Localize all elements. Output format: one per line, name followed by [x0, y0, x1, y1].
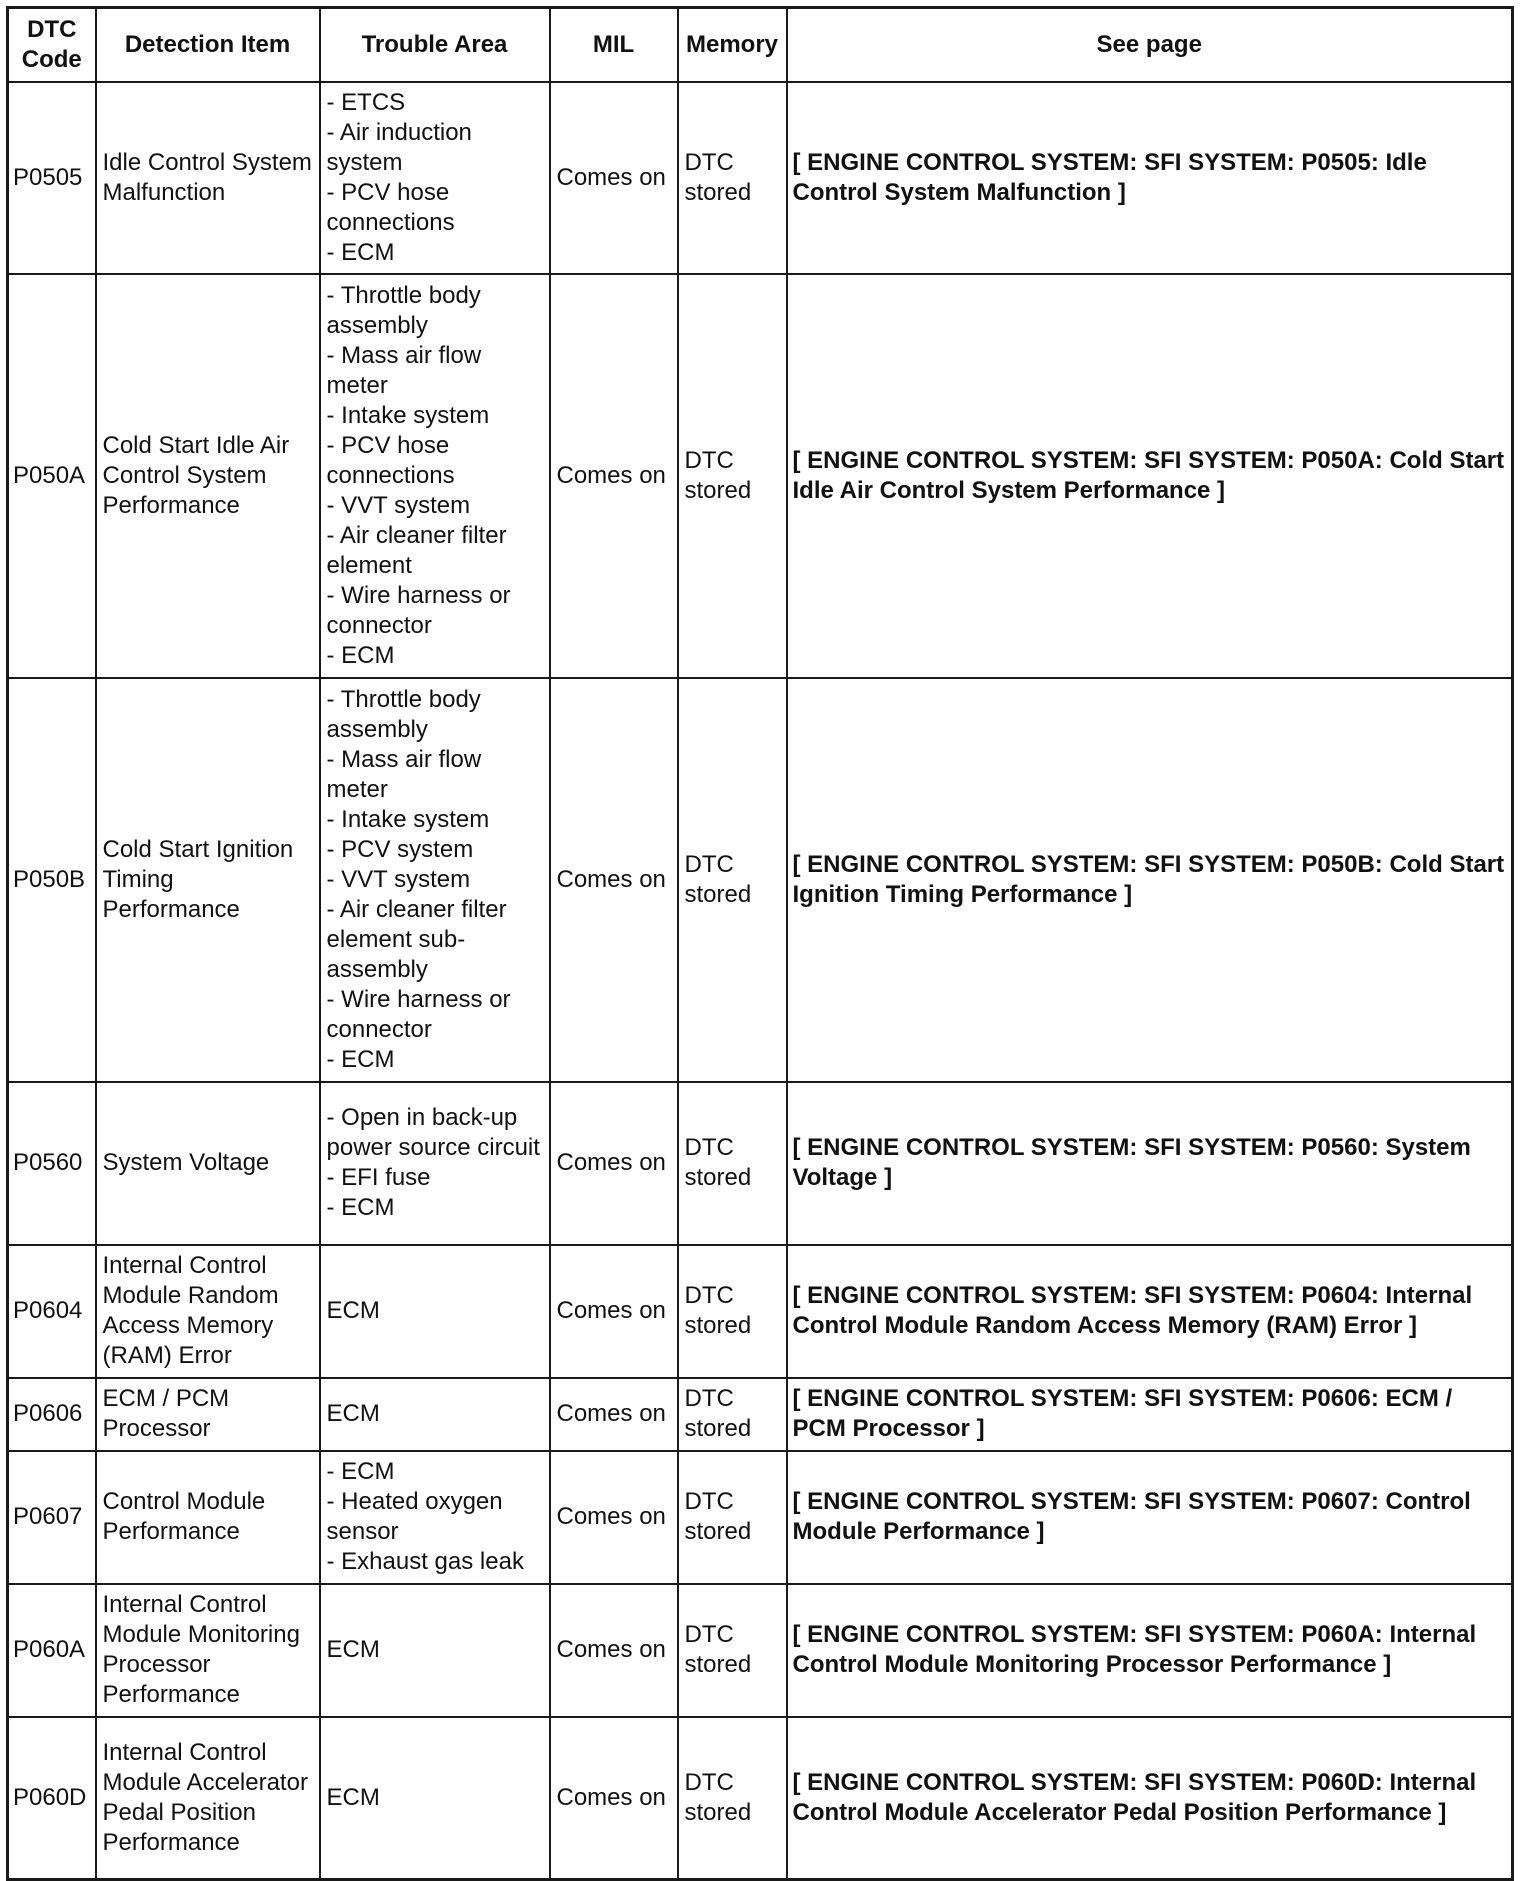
see-page-link[interactable]: [ ENGINE CONTROL SYSTEM: SFI SYSTEM: P0604: Internal Control Module Random Access Memory (RAM) Error ]	[787, 1245, 1513, 1378]
trouble-area-item: - ECM	[326, 1194, 395, 1221]
mil-cell: Comes on	[550, 274, 678, 678]
detection-item-cell: System Voltage	[96, 1082, 320, 1245]
memory-cell: DTC stored	[678, 82, 787, 274]
detection-item-cell: Control Module Performance	[96, 1451, 320, 1584]
header-detection-item: Detection Item	[96, 8, 320, 82]
header-dtc-code-line: Code	[21, 45, 82, 73]
dtc-code-cell: P0606	[8, 1378, 96, 1451]
mil-cell: Comes on	[550, 1584, 678, 1717]
table-row	[8, 1584, 1513, 1717]
detection-item-cell: Internal Control Module Accelerator Pedal Position Performance	[96, 1717, 320, 1880]
trouble-area-item: - Wire harness or connector	[326, 985, 511, 1043]
memory-cell: DTC stored	[678, 1245, 787, 1378]
trouble-area-item: - ECM	[326, 1458, 395, 1485]
trouble-area-item: - ECM	[326, 1045, 395, 1073]
dtc-code-cell: P0560	[8, 1082, 96, 1245]
table-row	[8, 1378, 1513, 1451]
mil-cell: Comes on	[550, 1082, 678, 1245]
trouble-area-cell	[320, 274, 550, 678]
trouble-area-item: - Heated oxygen sensor	[326, 1488, 503, 1545]
memory-cell: DTC stored	[678, 1451, 787, 1584]
detection-item-cell: Cold Start Ignition Timing Performance	[96, 678, 320, 1082]
see-page-link[interactable]: [ ENGINE CONTROL SYSTEM: SFI SYSTEM: P0606: ECM / PCM Processor ]	[787, 1378, 1513, 1451]
trouble-area-item: - Wire harness or connector	[326, 581, 511, 639]
trouble-area-item: - ECM	[326, 641, 395, 669]
dtc-table	[6, 6, 1514, 1881]
detection-item-cell: Internal Control Module Random Access Memory (RAM) Error	[96, 1245, 320, 1378]
detection-item-cell: ECM / PCM Processor	[96, 1378, 320, 1451]
header-memory: Memory	[678, 8, 787, 82]
detection-item-cell: Idle Control System Malfunction	[96, 82, 320, 274]
detection-item-cell: Cold Start Idle Air Control System Performance	[96, 274, 320, 678]
see-page-link[interactable]: [ ENGINE CONTROL SYSTEM: SFI SYSTEM: P0560: System Voltage ]	[787, 1082, 1513, 1245]
mil-cell: Comes on	[550, 1451, 678, 1584]
mil-cell: Comes on	[550, 1245, 678, 1378]
dtc-code-cell: P0607	[8, 1451, 96, 1584]
header-dtc-code-line: DTC	[27, 15, 77, 43]
trouble-area-item: - Throttle body assembly	[326, 685, 481, 743]
header-see-page: See page	[787, 8, 1513, 82]
trouble-area-item: - Intake system	[326, 401, 490, 429]
table-row	[8, 1082, 1513, 1245]
see-page-link[interactable]: [ ENGINE CONTROL SYSTEM: SFI SYSTEM: P050A: Cold Start Idle Air Control System Performance ]	[787, 274, 1513, 678]
trouble-area-item: - Throttle body assembly	[326, 281, 481, 339]
see-page-link[interactable]: [ ENGINE CONTROL SYSTEM: SFI SYSTEM: P060A: Internal Control Module Monitoring Processor Performance ]	[787, 1584, 1513, 1717]
see-page-link[interactable]: [ ENGINE CONTROL SYSTEM: SFI SYSTEM: P0607: Control Module Performance ]	[787, 1451, 1513, 1584]
header-trouble-area: Trouble Area	[320, 8, 550, 82]
mil-cell: Comes on	[550, 678, 678, 1082]
trouble-area-item: ECM	[326, 1400, 380, 1427]
trouble-area-item: - Intake system	[326, 805, 490, 833]
memory-cell: DTC stored	[678, 1584, 787, 1717]
dtc-code-cell: P0604	[8, 1245, 96, 1378]
trouble-area-item: - Air cleaner filter element	[326, 521, 507, 579]
memory-cell: DTC stored	[678, 1378, 787, 1451]
table-row	[8, 1245, 1513, 1378]
dtc-code-cell: P050A	[8, 274, 96, 678]
see-page-link[interactable]: [ ENGINE CONTROL SYSTEM: SFI SYSTEM: P050B: Cold Start Ignition Timing Performance ]	[787, 678, 1513, 1082]
trouble-area-item: - VVT system	[326, 491, 471, 519]
trouble-area-item: - PCV system	[326, 835, 474, 863]
table-row	[8, 1717, 1513, 1880]
trouble-area-item: - Air cleaner filter element sub-assembly	[326, 895, 507, 983]
dtc-code-cell: P060A	[8, 1584, 96, 1717]
trouble-area-cell	[320, 1717, 550, 1880]
table-row	[8, 678, 1513, 1082]
trouble-area-cell	[320, 1082, 550, 1245]
trouble-area-item: - ECM	[326, 238, 395, 266]
trouble-area-item: - EFI fuse	[326, 1164, 431, 1191]
trouble-area-item: - PCV hose connections	[326, 178, 455, 236]
header-mil: MIL	[550, 8, 678, 82]
trouble-area-item: - ETCS	[326, 88, 406, 116]
memory-cell: DTC stored	[678, 274, 787, 678]
trouble-area-item: - VVT system	[326, 865, 471, 893]
trouble-area-cell	[320, 82, 550, 274]
trouble-area-item: - Exhaust gas leak	[326, 1548, 524, 1575]
table-row	[8, 82, 1513, 274]
mil-cell: Comes on	[550, 82, 678, 274]
trouble-area-item: - Open in back-up power source circuit	[326, 1104, 540, 1161]
see-page-link[interactable]: [ ENGINE CONTROL SYSTEM: SFI SYSTEM: P060D: Internal Control Module Accelerator Pedal Position Performance ]	[787, 1717, 1513, 1880]
mil-cell: Comes on	[550, 1378, 678, 1451]
detection-item-cell: Internal Control Module Monitoring Processor Performance	[96, 1584, 320, 1717]
trouble-area-item: ECM	[326, 1297, 380, 1324]
trouble-area-item: - Mass air flow meter	[326, 745, 482, 803]
dtc-code-cell: P050B	[8, 678, 96, 1082]
dtc-code-cell: P0505	[8, 82, 96, 274]
trouble-area-cell	[320, 1245, 550, 1378]
trouble-area-cell	[320, 678, 550, 1082]
trouble-area-item: - Air induction system	[326, 118, 472, 176]
header-dtc-code	[8, 8, 96, 82]
memory-cell: DTC stored	[678, 1082, 787, 1245]
mil-cell: Comes on	[550, 1717, 678, 1880]
trouble-area-item: - PCV hose connections	[326, 431, 455, 489]
memory-cell: DTC stored	[678, 1717, 787, 1880]
trouble-area-item: ECM	[326, 1783, 380, 1811]
header-row	[8, 8, 1513, 82]
trouble-area-item: ECM	[326, 1636, 380, 1663]
dtc-code-cell: P060D	[8, 1717, 96, 1880]
table-row	[8, 1451, 1513, 1584]
see-page-link[interactable]: [ ENGINE CONTROL SYSTEM: SFI SYSTEM: P0505: Idle Control System Malfunction ]	[787, 82, 1513, 274]
trouble-area-cell	[320, 1451, 550, 1584]
trouble-area-cell	[320, 1378, 550, 1451]
table-row	[8, 274, 1513, 678]
dtc-table-page	[6, 6, 1511, 1872]
memory-cell: DTC stored	[678, 678, 787, 1082]
trouble-area-cell	[320, 1584, 550, 1717]
trouble-area-item: - Mass air flow meter	[326, 341, 482, 399]
